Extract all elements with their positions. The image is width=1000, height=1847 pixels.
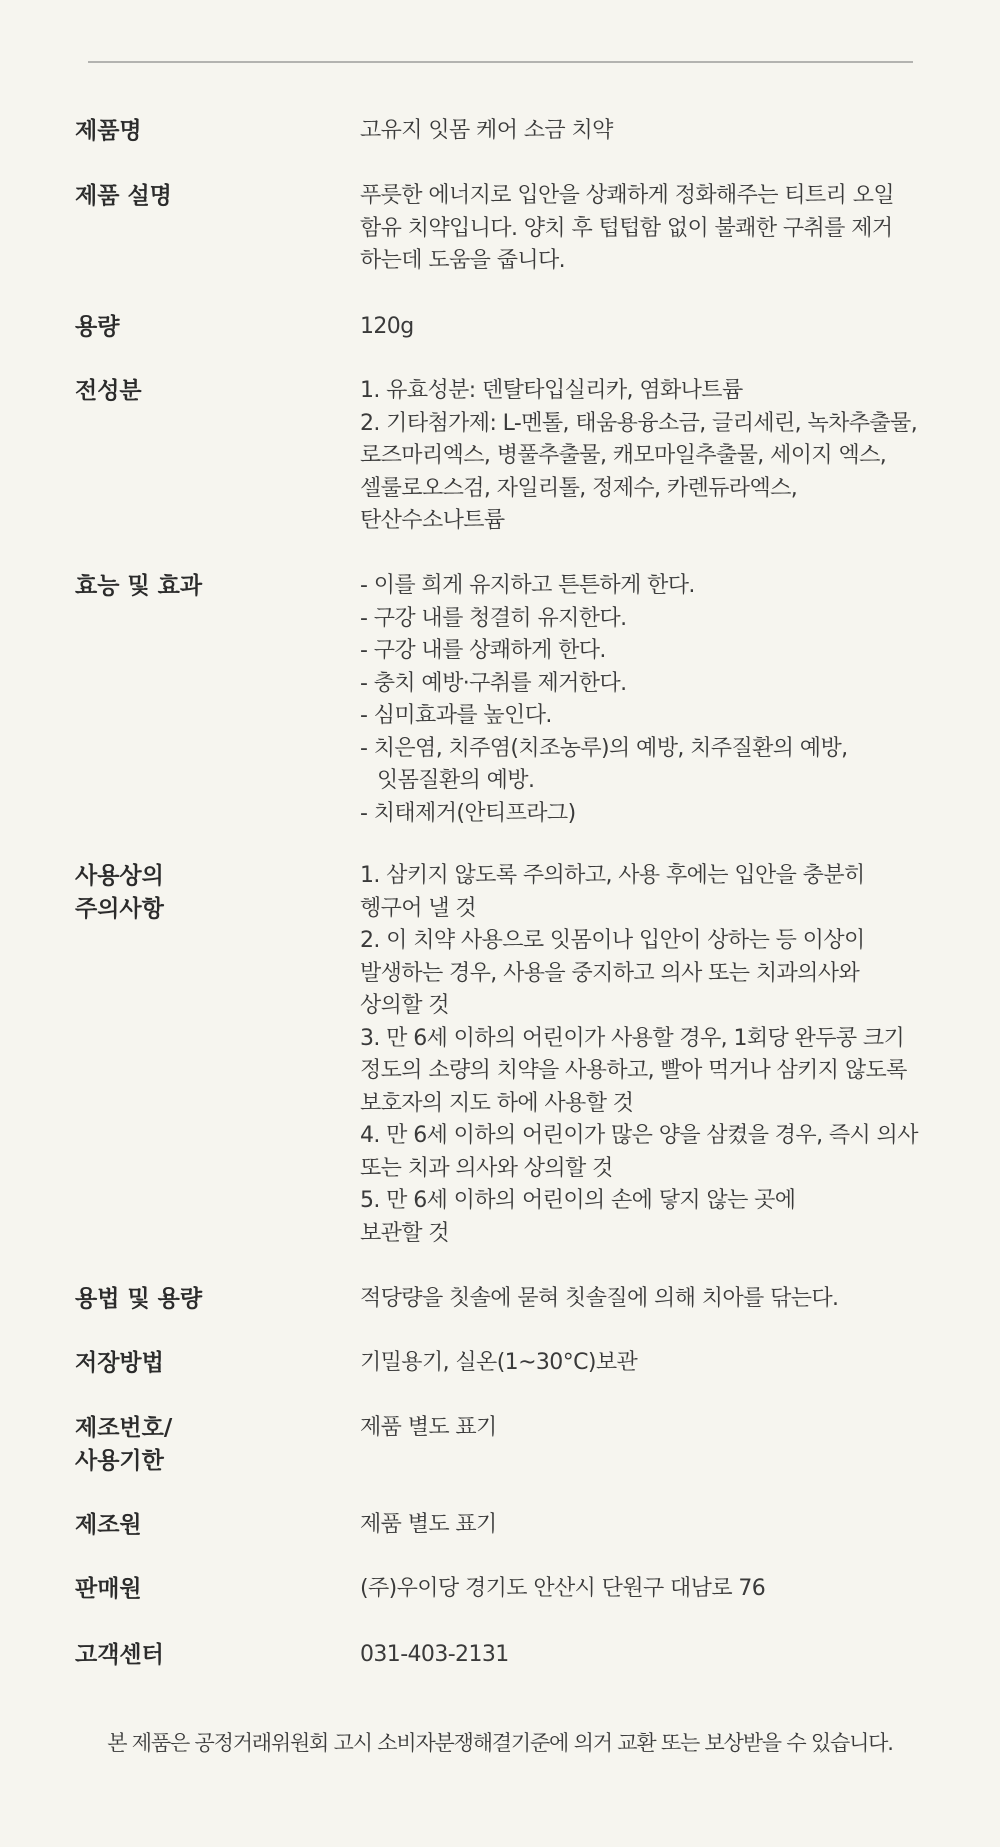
spec-label: 제품 설명: [75, 183, 172, 209]
spec-value: (주)우이당 경기도 안산시 단원구 대남로 76: [360, 1576, 766, 1601]
top-divider: [88, 61, 913, 63]
spec-label: 전성분: [75, 378, 142, 404]
spec-value: 고유지 잇몸 케어 소금 치약: [360, 118, 613, 143]
spec-value: 푸릇한 에너지로 입안을 상쾌하게 정화해주는 티트리 오일 함유 치약입니다. 양치 후 텁텁함 없이 불쾌한 구취를 제거 하는데 도움을 줍니다.: [360, 183, 895, 273]
spec-label: 판매원: [75, 1576, 142, 1602]
spec-value: 제품 별도 표기: [360, 1415, 497, 1440]
spec-label: 제조번호/ 사용기한: [75, 1415, 173, 1474]
spec-value: 기밀용기, 실온(1~30°C)보관: [360, 1350, 638, 1375]
spec-label: 제조원: [75, 1512, 142, 1538]
spec-label: 고객센터: [75, 1642, 164, 1668]
spec-label: 제품명: [75, 118, 142, 144]
spec-label: 저장방법: [75, 1350, 164, 1376]
spec-value: 적당량을 칫솔에 묻혀 칫솔질에 의해 치아를 닦는다.: [360, 1286, 839, 1311]
spec-value: - 이를 희게 유지하고 튼튼하게 한다. - 구강 내를 청결히 유지한다. - 구강 내를 상쾌하게 한다. - 충치 예방·구취를 제거한다. - 심미효과를 높인다. - 치은염, 치주염(치조농루)의 예방, 치주질환의 예방, 잇몸질환의 예방. - 치태제거(안티프라그): [360, 573, 848, 826]
spec-label: 용법 및 용량: [75, 1286, 203, 1312]
spec-value: 120g: [360, 314, 414, 339]
spec-value: 031-403-2131: [360, 1642, 509, 1667]
spec-label: 효능 및 효과: [75, 573, 203, 599]
spec-label: 사용상의 주의사항: [75, 863, 164, 922]
spec-value: 제품 별도 표기: [360, 1512, 497, 1537]
spec-value: 1. 삼키지 않도록 주의하고, 사용 후에는 입안을 충분히 헹구어 낼 것 2. 이 치약 사용으로 잇몸이나 입안이 상하는 등 이상이 발생하는 경우, 사용을 중지하고 의사 또는 치과의사와 상의할 것 3. 만 6세 이하의 어린이가 사용할 경우, 1회당 완두콩 크기 정도의 소량의 치약을 사용하고, 빨아 먹거나 삼키지 않도록 보호자의 지도 하에 사용할 것 4. 만 6세 이하의 어린이가 많은 양을 삼켰을 경우, 즉시 의사 또는 치과 의사와 상의할 것 5. 만 6세 이하의 어린이의 손에 닿지 않는 곳에 보관할 것: [360, 863, 918, 1246]
consumer-dispute-notice: 본 제품은 공정거래위원회 고시 소비자분쟁해결기준에 의거 교환 또는 보상받을 수 있습니다.: [107, 1731, 893, 1755]
spec-label: 용량: [75, 314, 120, 340]
spec-value: 1. 유효성분: 덴탈타입실리카, 염화나트륨 2. 기타첨가제: L-멘톨, 태움용융소금, 글리세린, 녹차추출물, 로즈마리엑스, 병풀추출물, 캐모마일추출물, 세이지 엑스, 셀룰로오스검, 자일리톨, 정제수, 카렌듀라엑스, 탄산수소나트륨: [360, 378, 918, 533]
